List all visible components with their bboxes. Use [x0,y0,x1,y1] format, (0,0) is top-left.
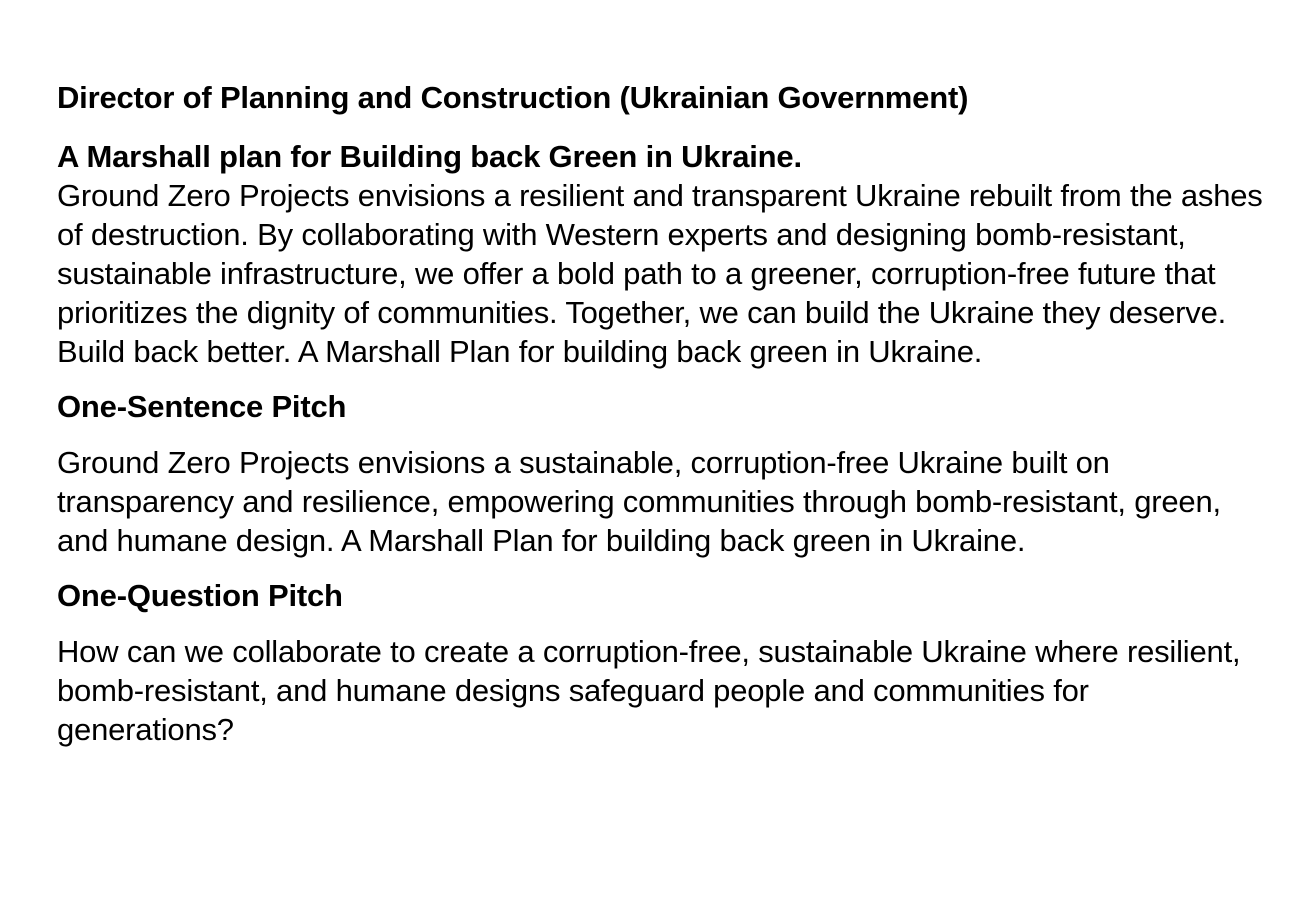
one-question-pitch-body: How can we collaborate to create a corruption-free, sustainable Ukraine where resilient, bomb-resistant, and humane designs safeguard people and communities for generations? [57,634,1241,747]
one-question-pitch-heading: One-Question Pitch [57,578,343,613]
document-subtitle: A Marshall plan for Building back Green in Ukraine. [57,139,802,174]
document-title: Director of Planning and Construction (Ukrainian Government) [57,80,969,115]
one-sentence-pitch-body: Ground Zero Projects envisions a sustainable, corruption-free Ukraine built on transparency and resilience, empowering communities through bomb-resistant, green, and humane design. A Marshall Plan for building back green in Ukraine. [57,445,1221,558]
document-page [57,78,1267,749]
intro-paragraph: Ground Zero Projects envisions a resilient and transparent Ukraine rebuilt from the ashes of destruction. By collaborating with Western experts and designing bomb-resistant, sustainable infrastructure, we offer a bold path to a greener, corruption-free future that prioritizes the dignity of communities. Together, we can build the Ukraine they deserve. Build back better. A Marshall Plan for building back green in Ukraine. [57,178,1263,369]
one-sentence-pitch-heading: One-Sentence Pitch [57,389,347,424]
